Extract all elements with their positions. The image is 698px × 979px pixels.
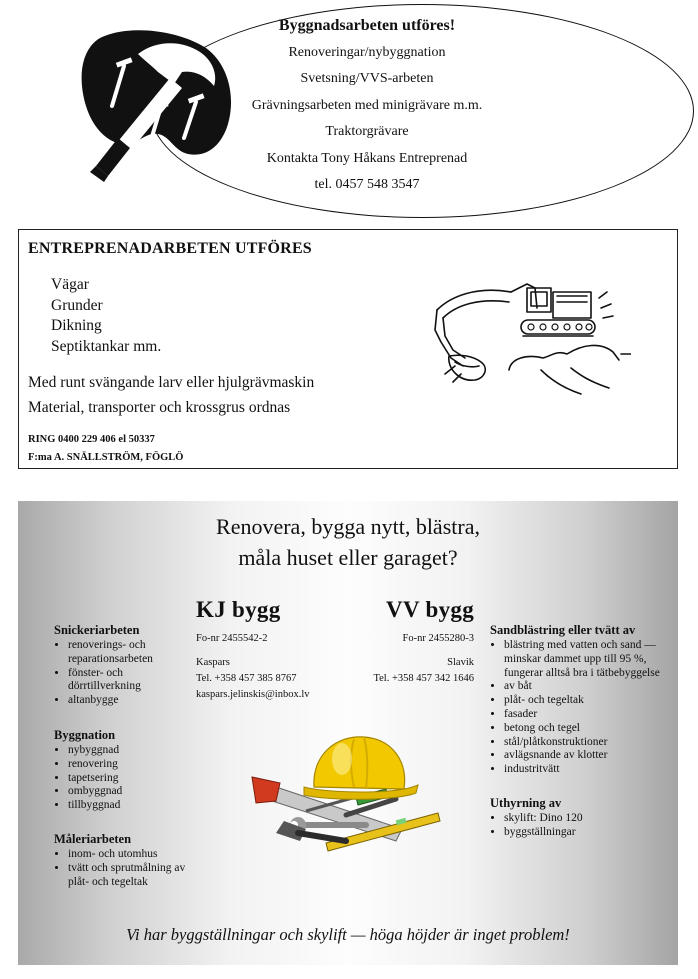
list-item: • fasader <box>504 708 668 722</box>
ad2-item-septiktankar: Septiktankar mm. <box>51 337 162 355</box>
ad2-phone: RING 0400 229 406 el 50337 <box>28 434 155 445</box>
section-title: Byggnation <box>54 727 116 742</box>
vv-person: Slavik <box>447 657 474 668</box>
list-item: • renoverings- och reparationsarbeten <box>68 639 190 667</box>
list-item: • byggställningar <box>504 826 668 840</box>
list-item: • tillbyggnad <box>68 799 190 813</box>
section-uthyrning <box>490 796 668 840</box>
list-item: • stål/plåtkonstruktioner <box>504 736 668 750</box>
vv-phone: Tel. +358 457 342 1646 <box>373 673 474 684</box>
ad2-description <box>28 371 314 420</box>
list-item: • betong och tegel <box>504 722 668 736</box>
list-item: • altanbygge <box>68 694 190 708</box>
list-item: • nybyggnad <box>68 744 190 758</box>
ad2-desc-machines: Med runt svängande larv eller hjulgrävmaskin <box>28 374 315 391</box>
section-sandblastring <box>490 623 668 777</box>
ad3-headline-line-2: måla huset eller garaget? <box>238 545 458 570</box>
list-item: • inom- och utomhus <box>68 848 190 862</box>
list-item: • tvätt och sprutmålning av plåt- och tegeltak <box>68 862 190 890</box>
kj-email: kaspars.jelinskis@inbox.lv <box>196 689 310 700</box>
right-services-column <box>490 623 668 840</box>
vv-bygg-name: VV bygg <box>386 597 474 622</box>
list-item: • industritvätt <box>504 763 668 777</box>
kj-bygg-name: KJ bygg <box>196 597 281 622</box>
list-item: • ombyggnad <box>68 785 190 799</box>
ad2-item-vagar: Vägar <box>51 276 89 293</box>
section-maleriarbeten <box>54 832 190 889</box>
section-title: Snickeriarbeten <box>54 623 140 637</box>
kj-phone: Tel. +358 457 385 8767 <box>196 673 297 684</box>
ad3-headline-line-1: Renovera, bygga nytt, blästra, <box>216 514 480 539</box>
vv-fo-nr: Fo-nr 2455280-3 <box>402 633 474 644</box>
ad1-service-gravning: Grävningsarbeten med minigrävare m.m. <box>251 97 483 113</box>
ad2-item-dikning: Dikning <box>51 317 102 334</box>
ad3-headline <box>18 511 678 573</box>
section-title: Uthyrning av <box>490 795 562 810</box>
ad1-title: Byggnadsarbeten utföres! <box>278 17 456 34</box>
ad1-contact-name: Kontakta Tony Håkans Entreprenad <box>266 150 468 166</box>
list-item: • renovering <box>68 758 190 772</box>
ad2-desc-material: Material, transporter och krossgrus ordnas <box>28 398 291 416</box>
ad-kj-vv-bygg <box>18 501 678 965</box>
ad-byggnadsarbeten <box>0 0 698 222</box>
list-item: • fönster- och dörrtillverkning <box>68 667 190 695</box>
section-title: Sandblästring eller tvätt av <box>490 623 636 637</box>
excavator-illustration <box>431 270 631 398</box>
section-title: Måleriarbeten <box>54 831 132 846</box>
list-item: • avlägsnande av klotter <box>504 749 668 763</box>
list-item: • skylift: Dino 120 <box>504 812 668 826</box>
ad3-footer-slogan: Vi har byggställningar och skylift — höga höjder är inget problem! <box>126 925 570 944</box>
section-snickeriarbeten <box>54 623 190 708</box>
ad2-company: F:ma A. SNÄLLSTRÖM, FÖGLÖ <box>28 452 184 463</box>
ad1-service-traktor: Traktorgrävare <box>325 124 409 140</box>
ad1-service-renovering: Renoveringar/nybyggnation <box>288 45 446 60</box>
ad1-service-svetsning: Svetsning/VVS-arbeten <box>300 71 434 87</box>
ad1-phone: tel. 0457 548 3547 <box>314 176 420 192</box>
ad2-item-grunder: Grunder <box>51 296 103 314</box>
list-item: • plåt- och tegeltak <box>504 694 668 708</box>
section-byggnation <box>54 728 190 813</box>
ad2-service-list <box>51 275 161 357</box>
kj-person: Kaspars <box>196 657 230 668</box>
ad2-title: ENTREPRENADARBETEN UTFÖRES <box>28 240 312 257</box>
list-item: • av båt <box>504 680 668 694</box>
ad1-text-block <box>190 12 544 198</box>
kj-bygg-block <box>196 597 310 703</box>
list-item: • tapetsering <box>68 772 190 786</box>
helmet-tools-illustration <box>246 729 446 857</box>
vv-bygg-block <box>348 597 474 687</box>
ad2-contact <box>28 431 183 467</box>
ad-entreprenadarbeten <box>18 229 678 469</box>
left-services-column <box>54 623 190 889</box>
kj-fo-nr: Fo-nr 2455542-2 <box>196 633 268 644</box>
list-item: • blästring med vatten och sand — minskar dammet upp till 95 %, fungerar alltså bra i tätbebyggelse <box>504 639 668 680</box>
